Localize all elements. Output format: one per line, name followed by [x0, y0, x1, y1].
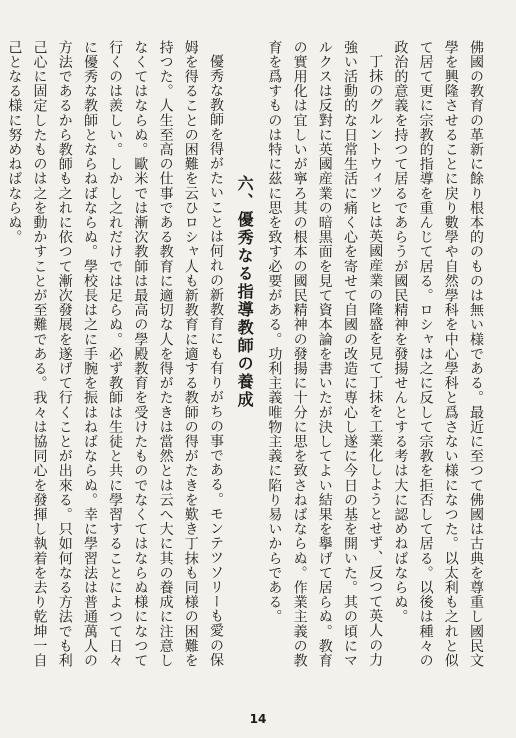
- paragraph-denmark-grundtvig: 丁抹のグルントウィツヒは英國産業の隆盛を見て丁抹を工業化しようとせず、反つて英人の力強い活動的な日常生活に痛く心を寄せて自國の改造に専心し遂に今日の基を開いた。其の頃にマルクスは反對に英國産業の暗黒面を見て資本論を書いたが決してよい結果を擧げて居らぬ。教育の實用化は宜しいが寧ろ其の根本の國民精神の發揚に十分に思を致さねばならぬ。作業主義の教育を爲すものは特に茲に思を致す必要がある。功利主義唯物主義に陷り易いからである。: [266, 40, 384, 668]
- vertical-text-block: [1, 40, 488, 680]
- page-number: 14: [249, 712, 267, 726]
- paragraph-french-italian-russian: 佛國の教育の革新に餘り根本的のものは無い様である。最近に至つて佛國は古典を尊重し國民文學を興隆させることに戻り數學や自然學科を中心學科と爲さない様になつた。以太利も之れと似て居て更に宗教的指導を重んじて居る。ロシャは之に反して宗教を拒否して居る。以後は種々の政治的意義を持つて居るであらうが國民精神を發揚せんとする考は大に認めねばならぬ。: [392, 40, 484, 668]
- section-heading: 六、優秀なる指導教師の養成: [235, 175, 255, 409]
- paragraph-teacher-training: 優秀な教師を得がたいことは何れの新教育にも有りがちの事である。モンテツソリーも愛の保姆を得ることの困難を云ひロシャ人も新教育に適する教師の得がたきを歎き丁抹も同様の困難を持つた。人生至高の仕事である教育に適切な人を得がたきは當然とは云へ大に其の養成に注意しなくてはならぬ。歐米では漸次教師は最高の學殿教育を受けたものでなくてはならぬ様になつて行くのは羨しい。しかし之れだけでは足らぬ。必ず教師は生徒と共に學習することによつて日々に優秀な教師とならねばならぬ。學校長は之に手腕を振はねばならぬ。幸に學習法は普通萬人の方法であるから教師も之れに依つて漸次發展を遂げて行くことが出來る。只如何なる方法でも利己心に固定したものは之を動かすことが至難である。我々は協同心を發揮し執着を去り乾坤一自己となる様に努めねばならぬ。: [6, 40, 224, 668]
